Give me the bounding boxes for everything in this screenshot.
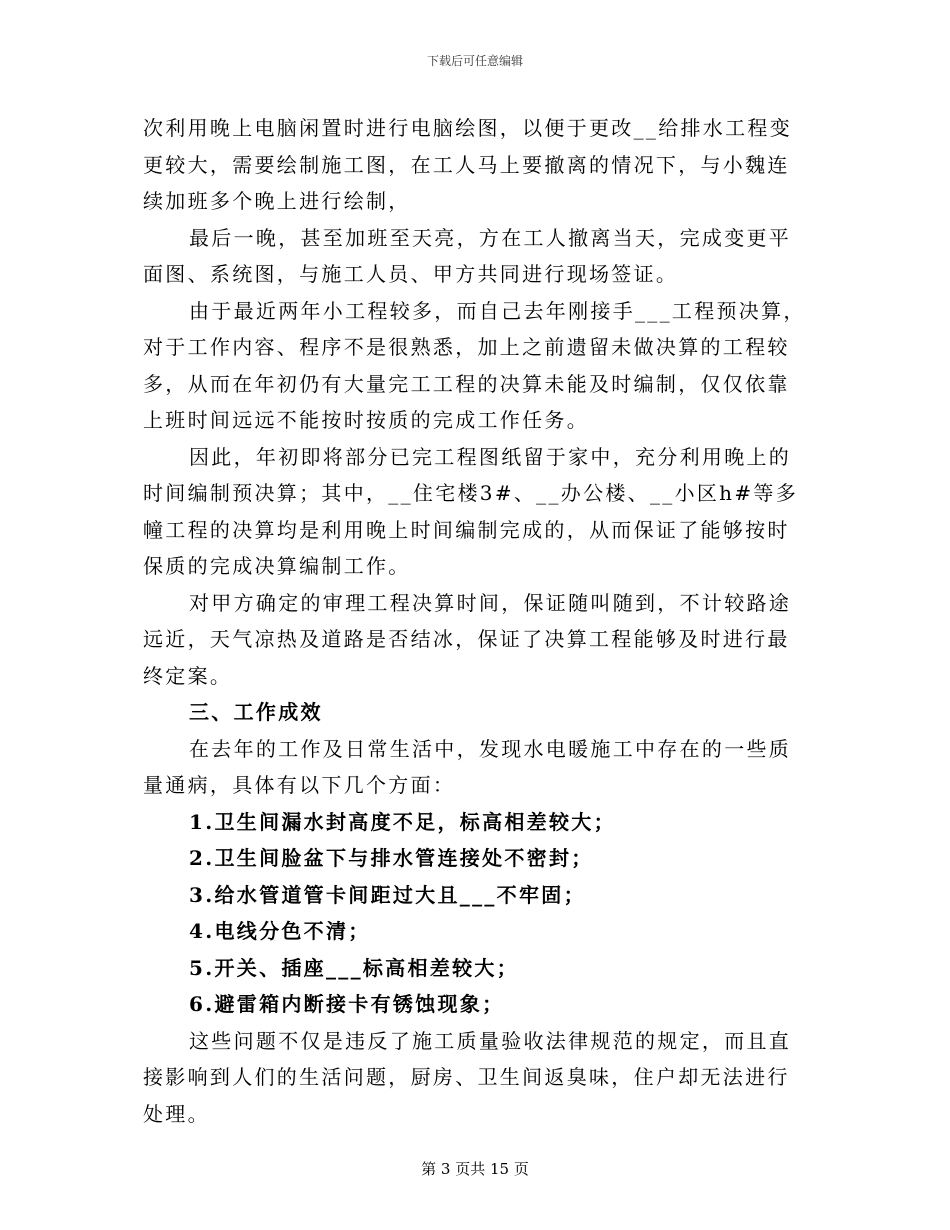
list-item: 2.卫生间脸盆下与排水管连接处不密封； bbox=[189, 846, 594, 870]
section-heading: 三、工作成效 bbox=[189, 700, 323, 724]
list-item: 1.卫生间漏水封高度不足，标高相差较大； bbox=[189, 809, 616, 834]
list-item: 6.避雷箱内断接卡有锈蚀现象； bbox=[189, 992, 505, 1016]
list-item: 3.给水管道管卡间距过大且___不牢固； bbox=[189, 882, 586, 907]
paragraph: 这些问题不仅是违反了施工质量验收法律规范的规定，而且直接影响到人们的生活问题，厨房、卫生间返臭味，住户却无法进行处理。 bbox=[143, 1028, 792, 1126]
list-item: 5.开关、插座___标高相差较大； bbox=[189, 955, 519, 980]
paragraph: 因此，年初即将部分已完工程图纸留于家中，充分利用晚上的时间编制预决算；其中，__住宅楼3#、__办公楼、__小区h#等多幢工程的决算均是利用晚上时间编制完成的，从而保证了能够按时保质的完成决算编制工作。 bbox=[143, 444, 799, 578]
page-header: 下载后可任意编辑 bbox=[426, 54, 523, 68]
page-footer: 第 3 页共 15 页 bbox=[421, 1160, 529, 1178]
paragraph: 由于最近两年小工程较多，而自己去年刚接手___工程预决算，对于工作内容、程序不是很熟悉，加上之前遗留未做决算的工程较多，从而在年初仍有大量完工工程的决算未能及时编制，仅仅依靠上班时间远远不能按时按质的完成工作任务。 bbox=[143, 298, 806, 432]
paragraph: 对甲方确定的审理工程决算时间，保证随叫随到，不计较路途远近，天气凉热及道路是否结冰，保证了决算工程能够及时进行最终定案。 bbox=[143, 590, 792, 688]
document-body bbox=[143, 110, 808, 1132]
paragraph: 最后一晚，甚至加班至天亮，方在工人撤离当天，完成变更平面图、系统图，与施工人员、甲方共同进行现场签证。 bbox=[143, 225, 792, 286]
list-item: 4.电线分色不清； bbox=[189, 919, 371, 943]
paragraph: 次利用晚上电脑闲置时进行电脑绘图，以便于更改__给排水工程变更较大，需要绘制施工图，在工人马上要撤离的情况下，与小魏连续加班多个晚上进行绘制， bbox=[143, 116, 792, 213]
paragraph: 在去年的工作及日常生活中，发现水电暖施工中存在的一些质量通病，具体有以下几个方面： bbox=[143, 736, 792, 797]
